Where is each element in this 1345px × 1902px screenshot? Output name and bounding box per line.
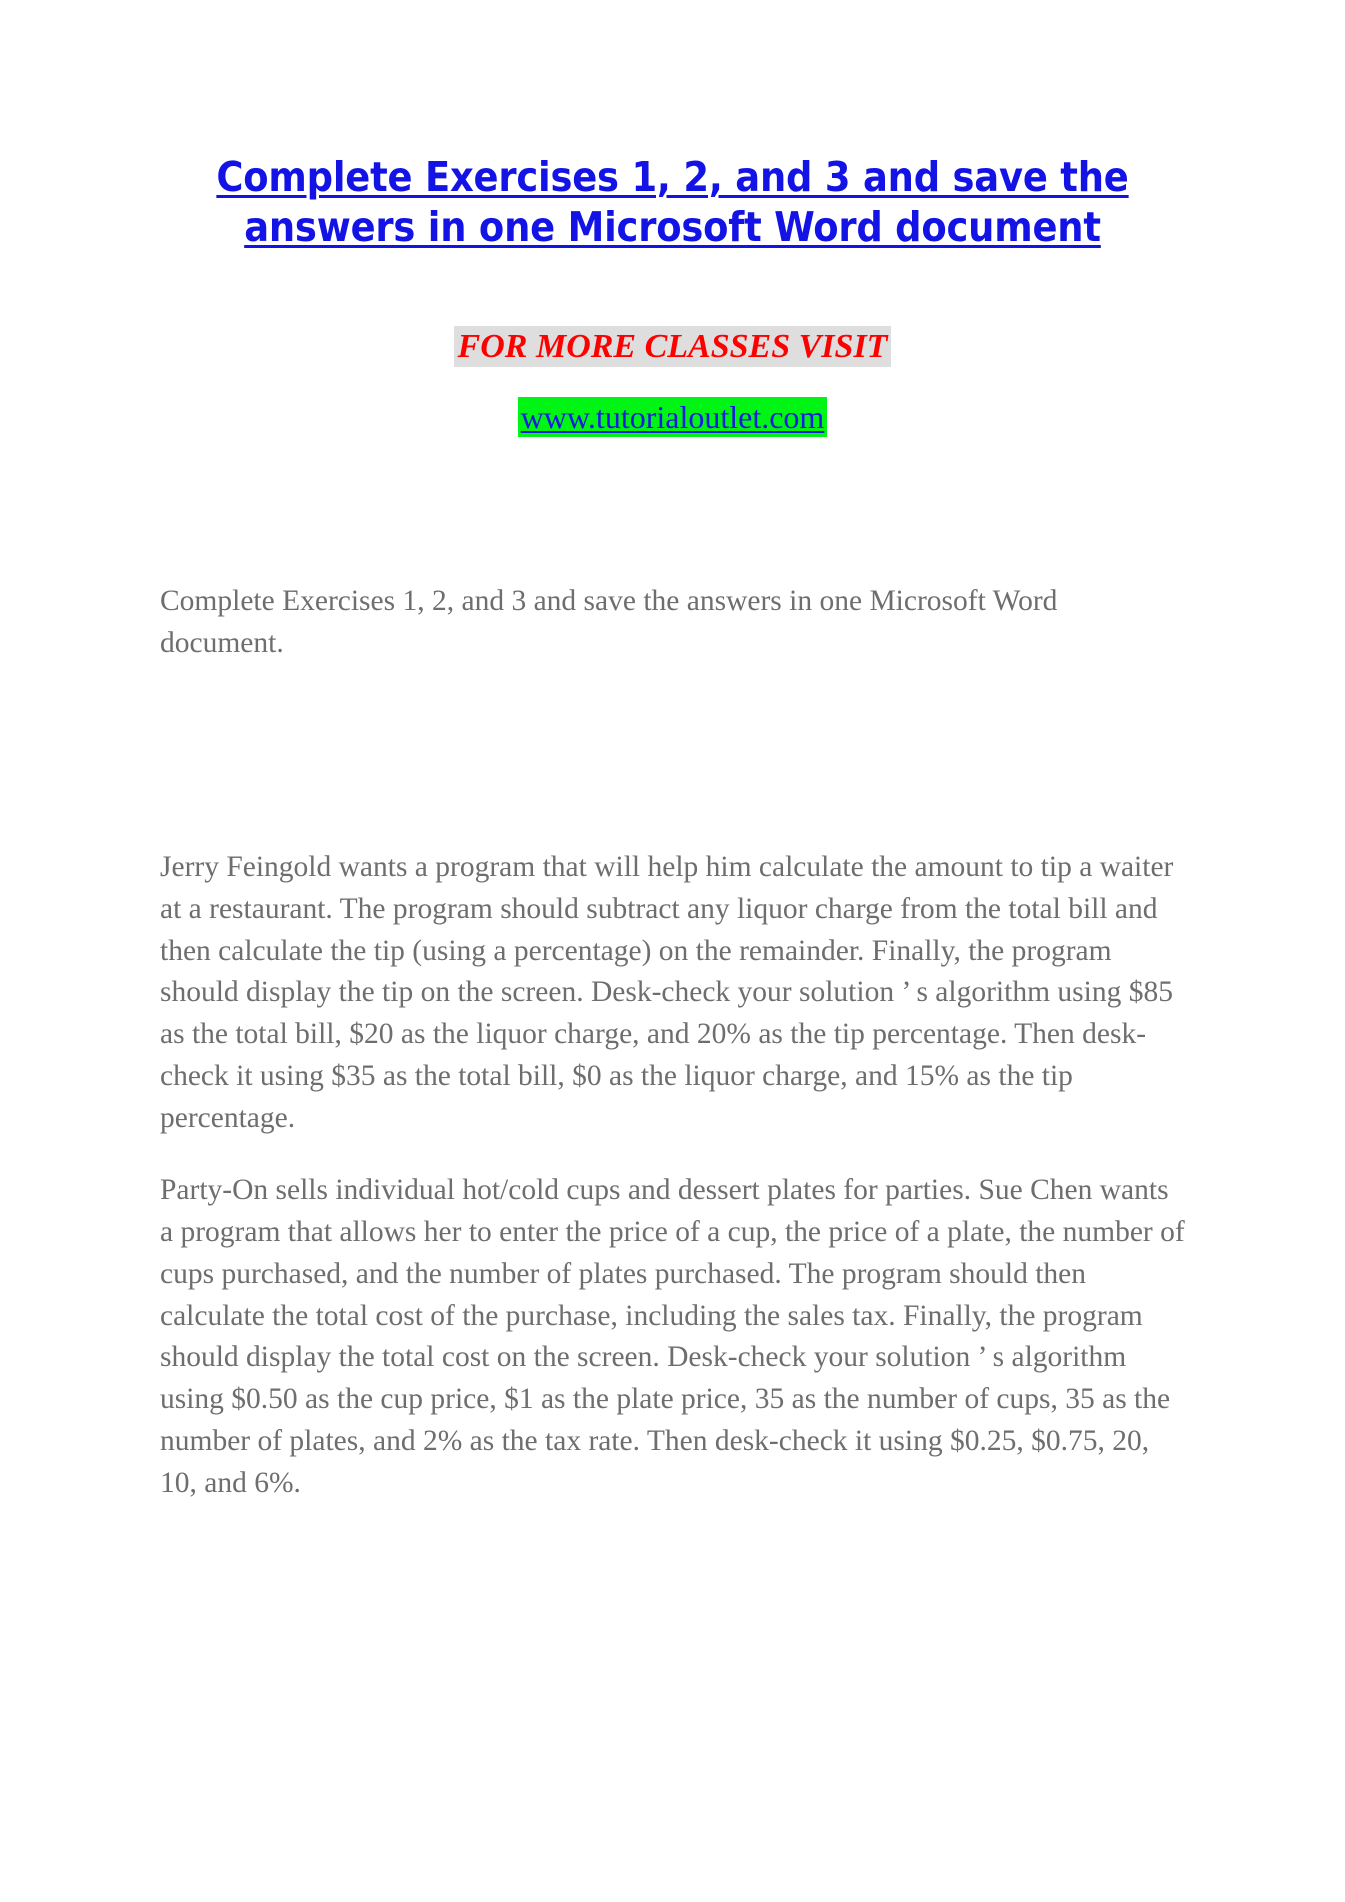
page-title-line-1: Complete Exercises 1, 2, and 3 and save the — [216, 153, 1129, 201]
body-content — [160, 439, 1185, 1505]
promo-link-row — [160, 370, 1185, 439]
page-title-line-2: answers in one Microsoft Word document — [244, 203, 1101, 252]
document-content — [160, 0, 1185, 1505]
paragraph-intro: Complete Exercises 1, 2, and 3 and save the answers in one Microsoft Word document. — [160, 585, 1058, 659]
paragraph-exercise-partyon: Party-On sells individual hot/cold cups and dessert plates for parties. Sue Chen wants a program that allows her to enter the price of a cup, the price of a plate, the number of cups purchased, and the number of plates purchased. The program should then calculate the total cost of the purchase, including the sales tax. Finally, the program should display the total cost on the screen. Desk-check your solution ’ s algorithm using $0.50 as the cup price, $1 as the plate price, 35 as the number of cups, 35 as the number of plates, and 2% as the tax rate. Then desk-check it using $0.25, $0.75, 20, 10, and 6%. — [160, 1173, 1185, 1500]
promo-heading — [160, 252, 1185, 370]
promo-website-link[interactable]: www.tutorialoutlet.com — [518, 397, 828, 437]
page-title — [160, 0, 1185, 252]
paragraph-exercise-tip: Jerry Feingold wants a program that will help him calculate the amount to tip a waiter at a restaurant. The program should subtract any liquor charge from the total bill and then calculate the tip (using a percentage) on the remainder. Finally, the program should display the tip on the screen. Desk-check your solution ’ s algorithm using $85 as the total bill, $20 as the liquor charge, and 20% as the tip percentage. Then desk-check it using $35 as the total bill, $0 as the liquor charge, and 15% as the tip percentage. — [160, 850, 1174, 1135]
promo-heading-text: FOR MORE CLASSES VISIT — [454, 326, 892, 367]
